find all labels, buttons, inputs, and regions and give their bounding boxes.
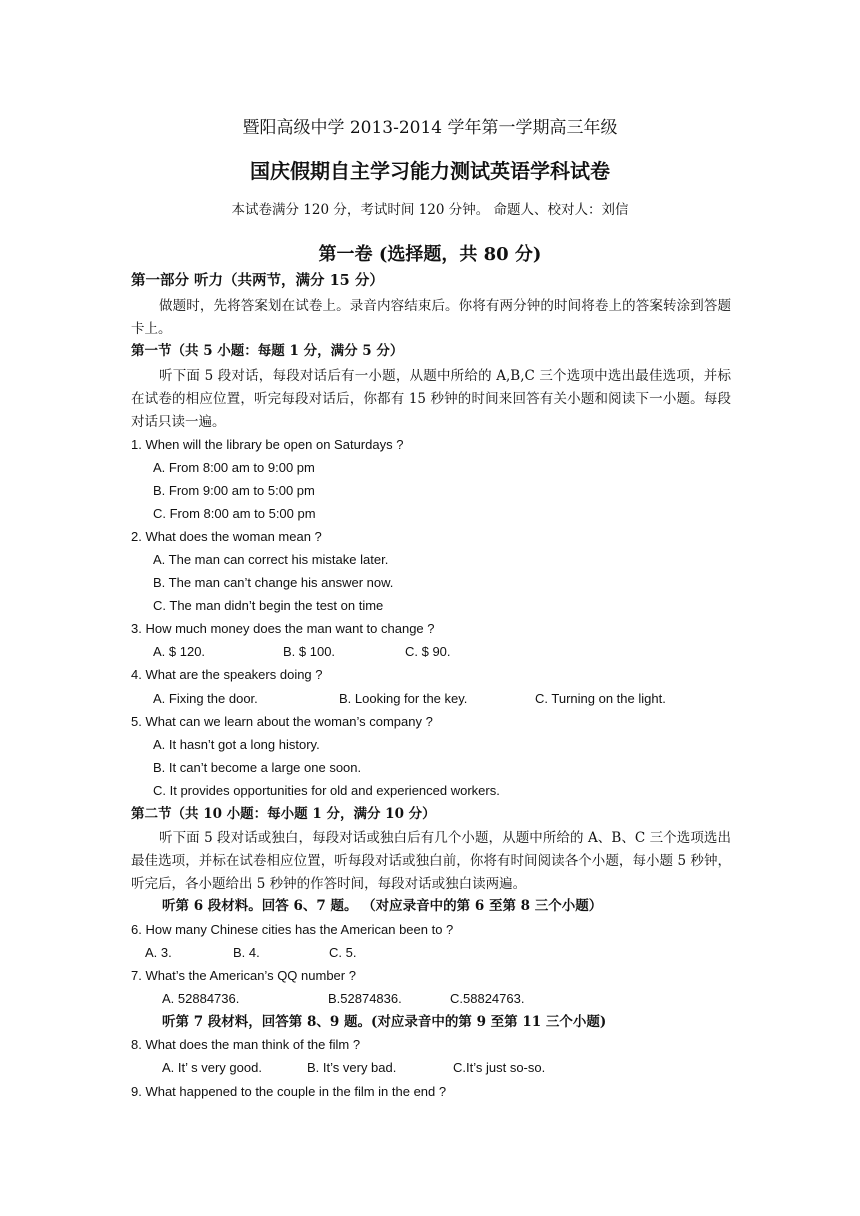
question-1-option-c: C. From 8:00 am to 5:00 pm [153,506,316,521]
volume-title: 第一卷 (选择题，共 80 分) [318,244,542,265]
question-1-option-b: B. From 9:00 am to 5:00 pm [153,483,315,498]
exam-info: 本试卷满分 120 分，考试时间 120 分钟。 命题人、校对人：刘信 [231,202,629,218]
section2-instructions: 听下面 5 段对话或独白，每段对话或独白后有几个小题，从题中所给的 A、B、C 三个选项选出最佳选项，并标在试卷相应位置，听每段对话或独白前，你将有时间阅读各个小题，每小题 5 秒钟，听完后，各小题给出 5 秒钟的作答时间，每段对话或独白读两遍。 [131,830,731,892]
section2-heading: 第二节（共 10 小题：每小题 1 分，满分 10 分） [131,806,436,822]
question-8-option-a: A. It’ s very good. [162,1060,262,1075]
section1-instructions: 听下面 5 段对话，每段对话后有一小题，从题中所给的 A,B,C 三个选项中选出最佳选项，并标在试卷的相应位置，听完每段对话后，你都有 15 秒钟的时间来回答有关小题和阅读下一小题。每段对话只读一遍。 [131,368,731,430]
question-9-stem: 9. What happened to the couple in the film in the end ? [131,1084,447,1099]
question-7-option-b: B.52874836. [328,991,402,1006]
question-2-option-c: C. The man didn’t begin the test on time [153,598,384,613]
question-3-option-c: C. $ 90. [405,644,451,659]
question-3-option-a: A. $ 120. [153,644,206,659]
question-8-option-b: B. It’s very bad. [307,1060,397,1075]
section1-heading: 第一节（共 5 小题：每题 1 分，满分 5 分） [131,343,404,359]
question-7-stem: 7. What’s the American’s QQ number ? [131,968,356,983]
material-6-instruction: 听第 6 段材料。回答 6、7 题。 （对应录音中的第 6 至第 8 三个小题） [162,898,603,914]
question-2-option-b: B. The man can’t change his answer now. [153,575,394,590]
question-5-stem: 5. What can we learn about the woman’s company ? [131,714,433,729]
question-6-stem: 6. How many Chinese cities has the American been to ? [131,922,454,937]
school-header: 暨阳高级中学 2013-2014 学年第一学期高三年级 [242,118,618,138]
question-5-option-c: C. It provides opportunities for old and experienced workers. [153,783,500,798]
part1-instructions: 做题时，先将答案划在试卷上。录音内容结束后。你将有两分钟的时间将卷上的答案转涂到答题卡上。 [131,298,731,337]
question-8-option-c: C.It’s just so-so. [453,1060,546,1075]
question-5-option-b: B. It can’t become a large one soon. [153,760,362,775]
question-4-stem: 4. What are the speakers doing ? [131,667,323,682]
question-3-option-b: B. $ 100. [283,644,336,659]
question-7-option-c: C.58824763. [450,991,525,1006]
question-1-stem: 1. When will the library be open on Saturdays ? [131,437,404,452]
material-7-instruction: 听第 7 段材料，回答第 8、9 题。(对应录音中的第 9 至第 11 三个小题) [162,1014,607,1030]
exam-title: 国庆假期自主学习能力测试英语学科试卷 [250,159,610,183]
question-2-stem: 2. What does the woman mean ? [131,529,322,544]
question-4-option-c: C. Turning on the light. [535,691,666,706]
question-8-stem: 8. What does the man think of the film ? [131,1037,361,1052]
question-6-option-b: B. 4. [233,945,260,960]
question-3-stem: 3. How much money does the man want to change ? [131,621,435,636]
question-2-option-a: A. The man can correct his mistake later. [153,552,389,567]
question-1-option-a: A. From 8:00 am to 9:00 pm [153,460,315,475]
question-4-option-b: B. Looking for the key. [339,691,468,706]
question-6-option-c: C. 5. [329,945,357,960]
question-6-option-a: A. 3. [145,945,172,960]
part1-heading: 第一部分 听力（共两节，满分 15 分） [131,272,384,289]
question-4-option-a: A. Fixing the door. [153,691,258,706]
question-7-option-a: A. 52884736. [162,991,240,1006]
question-5-option-a: A. It hasn’t got a long history. [153,737,320,752]
